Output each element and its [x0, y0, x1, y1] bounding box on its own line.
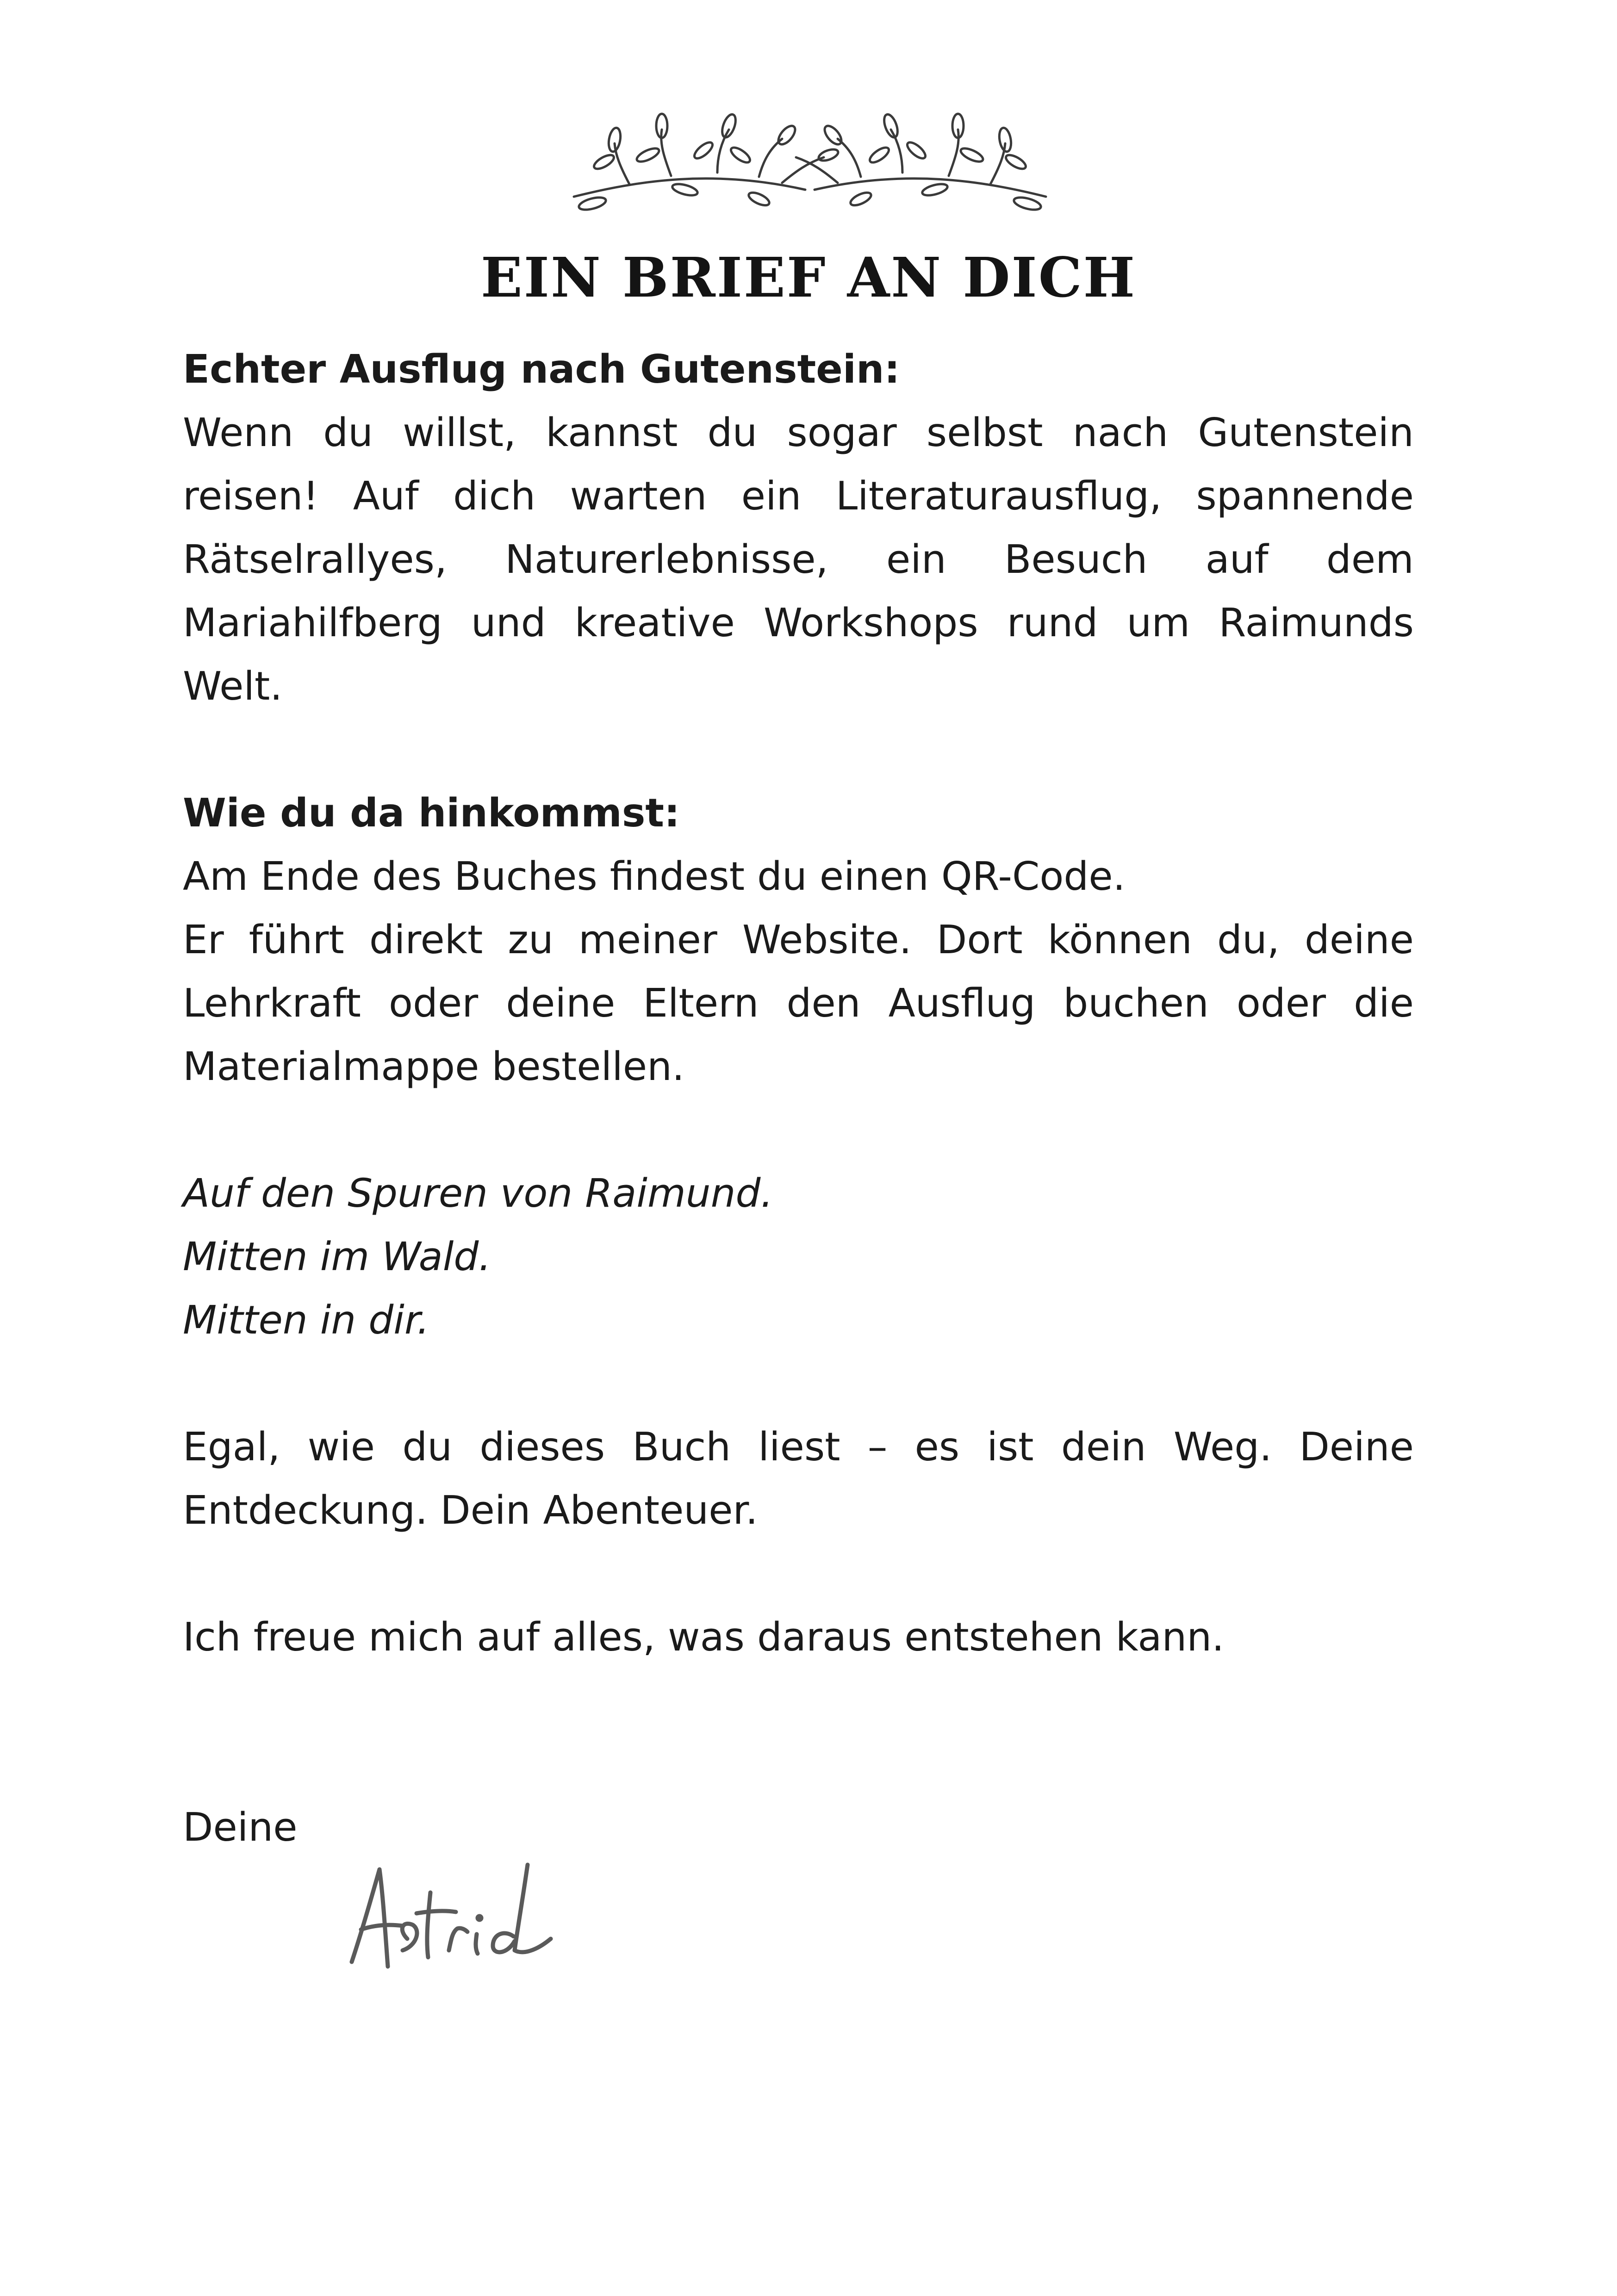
letter-title: EIN BRIEF AN DICH — [480, 245, 1137, 310]
paragraph-spacer — [183, 718, 1414, 782]
letter-body — [183, 338, 1414, 1859]
paragraph-spacer — [183, 1542, 1414, 1606]
signature-astrid — [333, 1851, 574, 1990]
paragraph-spacer — [183, 1352, 1414, 1415]
paragraph-freude: Ich freue mich auf alles, was daraus entstehen kann. — [183, 1614, 1225, 1660]
closing-word: Deine — [183, 1805, 298, 1850]
paragraph-weg: Egal, wie du dieses Buch liest – es ist dein Weg. Deine Entdeckung. Dein Abenteuer. — [183, 1424, 1414, 1533]
section-heading-gutenstein: Echter Ausflug nach Gutenstein: — [183, 347, 900, 392]
motto-line-3: Mitten in dir. — [183, 1297, 430, 1343]
section-line-qr-code: Am Ende des Buches findest du einen QR-Code. — [183, 854, 1126, 900]
paragraph-spacer — [183, 1098, 1414, 1162]
section-heading-anreise: Wie du da hinkommst: — [183, 790, 680, 836]
section-text-website: Er führt direkt zu meiner Website. Dort können du, deine Lehrkraft oder deine Eltern den Ausflug buchen oder die Materialmappe bestellen. — [183, 917, 1414, 1090]
motto-line-2: Mitten im Wald. — [183, 1234, 491, 1280]
section-text-gutenstein: Wenn du willst, kannst du sogar selbst nach Gutenstein reisen! Auf dich warten ein Literaturausflug, spannende Rätselrallyes, Naturerlebnisse, ein Besuch auf dem Mariahilfberg und kreative Workshops rund um Raimunds Welt. — [183, 410, 1414, 709]
leaf-branches-icon — [565, 111, 1055, 217]
paragraph-spacer — [183, 1732, 1414, 1796]
motto-line-1: Auf den Spuren von Raimund. — [183, 1171, 773, 1216]
paragraph-spacer — [183, 1669, 1414, 1732]
